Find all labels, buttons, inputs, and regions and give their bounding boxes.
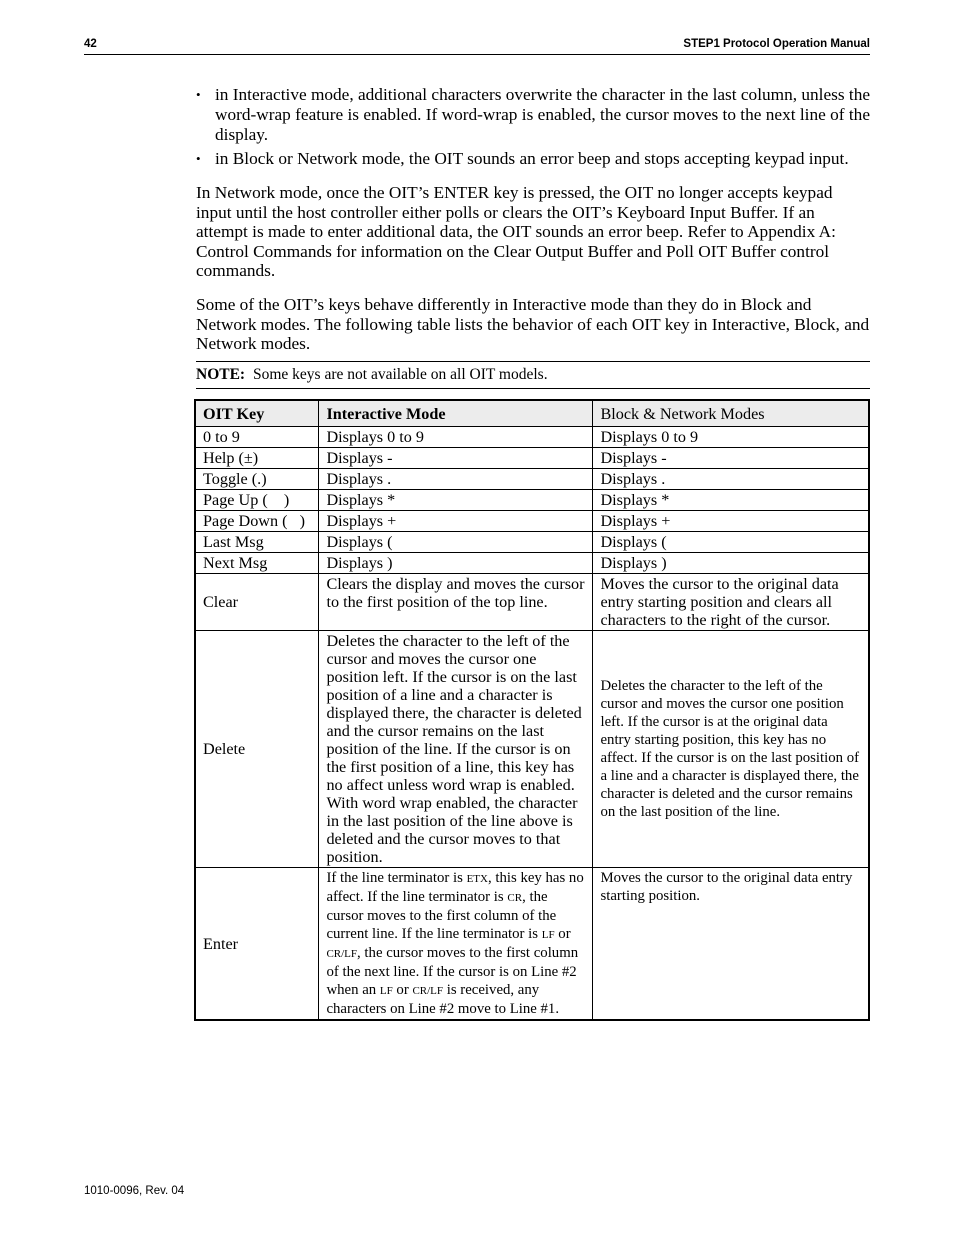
enter-text-segment: , this key has no affect. If the line terminator is <box>326 870 584 905</box>
table-row <box>195 532 869 553</box>
interactive-cell: Displays - <box>319 448 593 469</box>
table-row <box>195 631 869 868</box>
table-row <box>195 448 869 469</box>
key-cell: Toggle (.) <box>195 469 319 490</box>
oit-key-table <box>194 399 870 1021</box>
manual-title: STEP1 Protocol Operation Manual <box>683 38 870 50</box>
block-network-cell: Moves the cursor to the original data entry starting position and clears all characters to the right of the cursor. <box>593 574 869 631</box>
column-header-oit-key: OIT Key <box>195 400 319 427</box>
cr-term: CR <box>507 892 523 904</box>
interactive-cell <box>319 868 593 1021</box>
document-id: 1010-0096, Rev. 04 <box>84 1185 185 1197</box>
lf-term: LF <box>541 929 555 941</box>
page-number: 42 <box>84 38 97 50</box>
interactive-cell: Displays ( <box>319 532 593 553</box>
table-row <box>195 868 869 1021</box>
crlf-term: CR/LF <box>326 948 358 960</box>
table-header-row <box>195 400 869 427</box>
interactive-cell: Deletes the character to the left of the cursor and moves the cursor one position left. If the cursor is on the last position of a line and a character is displayed there, the character is deleted and the cursor remains on the last position of the line. If the cursor is on the first position of a line, this key has no affect unless word wrap is enabled. With word wrap enabled, the character in the last position of the line above is deleted and the cursor moves to that position. <box>319 631 593 868</box>
enter-text-segment: , the cursor moves to the first column of the next line. If the cursor is on Line #2 when an <box>326 945 579 998</box>
enter-text-segment: or <box>392 982 413 998</box>
table-row <box>195 490 869 511</box>
key-cell: Delete <box>195 631 319 868</box>
block-network-cell: Displays ) <box>593 553 869 574</box>
note-label: NOTE: <box>196 366 246 383</box>
paragraph-key-behavior: Some of the OIT’s keys behave differently in Interactive mode than they do in Block and Network modes. The following table lists the behavior of each OIT key in Interactive, Block, and Network modes. <box>196 295 870 354</box>
block-network-cell: Displays - <box>593 448 869 469</box>
bullet-item: • in Block or Network mode, the OIT sounds an error beep and stops accepting keypad input. <box>196 149 870 169</box>
key-cell: Page Down ( ) <box>195 511 319 532</box>
bullet-list <box>196 85 870 173</box>
page-header <box>84 38 870 55</box>
block-network-cell: Displays ( <box>593 532 869 553</box>
block-network-cell: Displays + <box>593 511 869 532</box>
table-row <box>195 469 869 490</box>
key-cell: Help (±) <box>195 448 319 469</box>
note-text: Some keys are not available on all OIT models. <box>253 366 548 383</box>
enter-text-segment: is received, any characters on Line #2 move to Line #1. <box>326 982 560 1017</box>
interactive-cell: Clears the display and moves the cursor to the first position of the top line. <box>319 574 593 631</box>
enter-text-segment: If the line terminator is <box>326 870 467 886</box>
bullet-item: • in Interactive mode, additional characters overwrite the character in the last column, unless the word-wrap feature is enabled. If word-wrap is enabled, the cursor moves to the next line of the display. <box>196 85 870 145</box>
column-header-interactive: Interactive Mode <box>319 400 593 427</box>
key-cell: Clear <box>195 574 319 631</box>
enter-text-segment: , the cursor moves to the first column of the current line. If the line terminator is <box>326 889 557 942</box>
interactive-cell: Displays + <box>319 511 593 532</box>
block-network-cell: Displays . <box>593 469 869 490</box>
column-header-block-network: Block & Network Modes <box>593 400 869 427</box>
crlf-term: CR/LF <box>412 985 444 997</box>
key-cell: Enter <box>195 868 319 1021</box>
etx-term: ETX <box>466 873 488 885</box>
table-row <box>195 553 869 574</box>
interactive-cell: Displays ) <box>319 553 593 574</box>
key-cell: Last Msg <box>195 532 319 553</box>
key-cell: Page Up ( ) <box>195 490 319 511</box>
enter-text-segment: or <box>554 926 571 942</box>
interactive-cell: Displays * <box>319 490 593 511</box>
key-cell: 0 to 9 <box>195 427 319 448</box>
block-network-cell: Moves the cursor to the original data entry starting position. <box>593 868 869 1021</box>
block-network-cell: Displays 0 to 9 <box>593 427 869 448</box>
lf-term: LF <box>379 985 393 997</box>
interactive-cell: Displays 0 to 9 <box>319 427 593 448</box>
table-row <box>195 511 869 532</box>
block-network-cell: Displays * <box>593 490 869 511</box>
note-box <box>196 361 870 389</box>
key-cell: Next Msg <box>195 553 319 574</box>
interactive-cell: Displays . <box>319 469 593 490</box>
table-row <box>195 574 869 631</box>
paragraph-network-mode: In Network mode, once the OIT’s ENTER key is pressed, the OIT no longer accepts keypad input until the host controller either polls or clears the OIT’s Keyboard Input Buffer. If an attempt is made to enter additional data, the OIT sounds an error beep. Refer to Appendix A: Control Commands for information on the Clear Output Buffer and Poll OIT Buffer control commands. <box>196 183 836 281</box>
table-row <box>195 427 869 448</box>
block-network-cell: Deletes the character to the left of the cursor and moves the cursor one position left. If the cursor is at the original data entry starting position, this key has no affect. If the cursor is on the last position of a line and a character is displayed there, the character is deleted and the cursor remains on the last position of the line. <box>593 631 869 868</box>
